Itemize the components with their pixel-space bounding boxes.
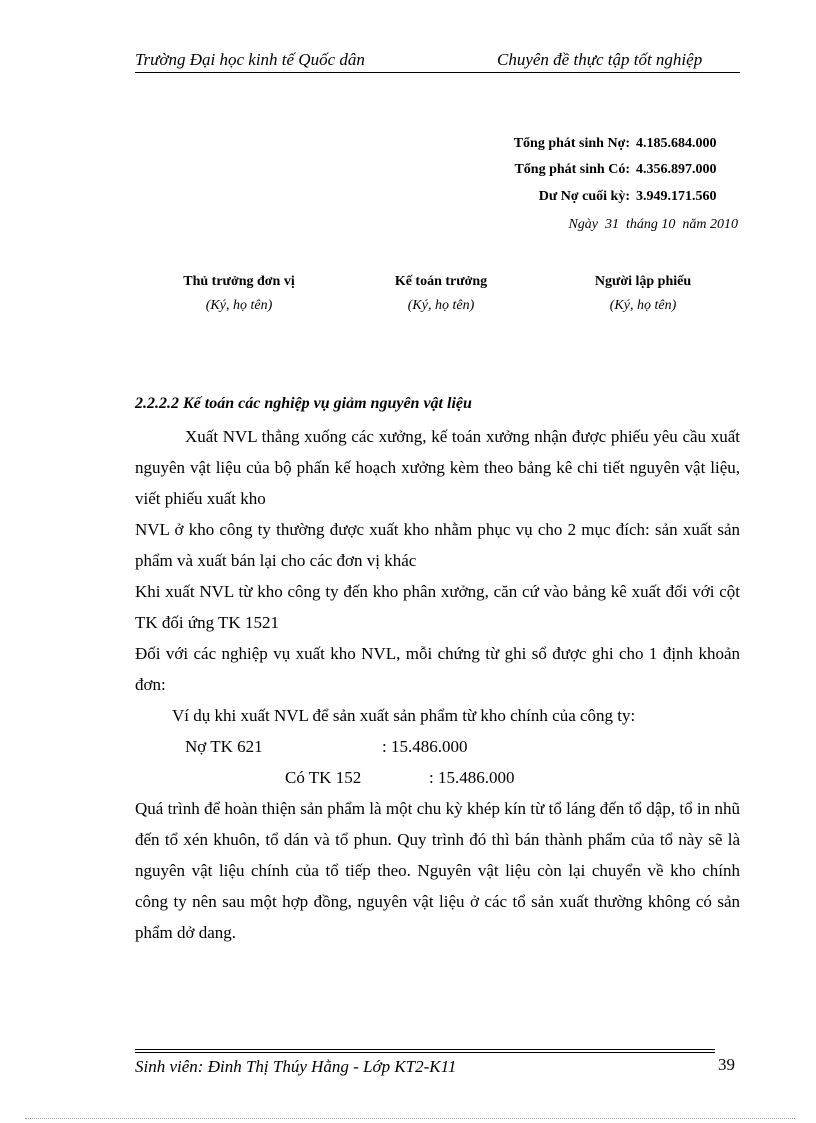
paragraph: NVL ở kho công ty thường được xuất kho nhằm phục vụ cho 2 mục đích: sản xuất sản phẩm và xuất bán lại cho các đơn vị khác: [135, 520, 740, 570]
footer-divider: [135, 1052, 715, 1053]
paragraph: Đối với các nghiệp vụ xuất kho NVL, mỗi chứng từ ghi sổ được ghi cho 1 định khoản đơn:: [135, 644, 740, 694]
paragraph: Khi xuất NVL từ kho công ty đến kho phân xưởng, căn cứ vào bảng kê xuất đối với cột TK đối ứng TK 1521: [135, 582, 740, 632]
section-body: [135, 421, 740, 948]
journal-entry-credit: [135, 762, 740, 793]
header-divider: [135, 72, 740, 73]
signature-chief-accountant: [341, 274, 541, 314]
summary-balance: [539, 189, 738, 205]
paragraph: Quá trình để hoàn thiện sản phẩm là một chu kỳ khép kín từ tổ láng đến tổ dập, tổ in nhũ đến tổ xén khuôn, tổ dán và tổ phun. Quy trình đó thì bán thành phẩm của tổ này sẽ là nguyên vật liệu chính của tổ tiếp theo. Nguyên vật liệu còn lại chuyển về kho chính công ty nên sau một hợp đồng, nguyên vật liệu ở các tổ sản xuất thường không có sản phẩm dở dang.: [135, 799, 740, 942]
entry-account: Nợ TK 621: [185, 737, 263, 756]
summary-label: Dư Nợ cuối kỳ:: [538, 189, 630, 204]
header-report-title: Chuyên đề thực tập tốt nghiệp: [497, 50, 703, 69]
summary-value: 4.356.897.000: [636, 162, 717, 177]
document-date: Ngày 31 tháng 10 năm 2010: [568, 217, 738, 232]
paragraph: Ví dụ khi xuất NVL để sản xuất sản phẩm từ kho chính của công ty:: [172, 706, 636, 725]
header-school: Trường Đại học kinh tế Quốc dân: [135, 50, 365, 69]
signature-sub: (Ký, họ tên): [205, 298, 273, 313]
signature-title: Người lập phiếu: [594, 274, 692, 289]
summary-value: 3.949.171.560: [636, 189, 717, 204]
entry-amount: : 15.486.000: [382, 737, 468, 756]
signature-preparer: [543, 274, 743, 314]
footer-student: Sinh viên: Đinh Thị Thúy Hằng - Lớp KT2-K11: [135, 1057, 457, 1076]
entry-amount: : 15.486.000: [429, 768, 515, 787]
footer-divider: [135, 1049, 715, 1050]
entry-account: Có TK 152: [285, 768, 362, 787]
summary-label: Tổng phát sinh Nợ:: [513, 136, 630, 151]
page-edge: [25, 1118, 795, 1119]
summary-debit: [514, 136, 738, 152]
signature-director: [139, 274, 339, 314]
page-number: 39: [718, 1055, 735, 1074]
signature-sub: (Ký, họ tên): [609, 298, 677, 313]
signature-sub: (Ký, họ tên): [407, 298, 475, 313]
signature-title: Thủ trưởng đơn vị: [183, 274, 295, 289]
summary-credit: [514, 162, 738, 178]
summary-value: 4.185.684.000: [636, 136, 717, 151]
paragraph: Xuất NVL thẳng xuống các xưởng, kế toán xưởng nhận được phiếu yêu cầu xuất nguyên vật liệu của bộ phấn kế hoạch xưởng kèm theo bảng kê chi tiết nguyên vật liệu, viết phiếu xuất kho: [135, 427, 740, 508]
summary-label: Tổng phát sinh Có:: [514, 162, 630, 177]
section-title: 2.2.2.2 Kế toán các nghiệp vụ giảm nguyên vật liệu: [135, 395, 472, 412]
signature-title: Kế toán trưởng: [394, 274, 488, 289]
journal-entry-debit: [135, 731, 740, 762]
